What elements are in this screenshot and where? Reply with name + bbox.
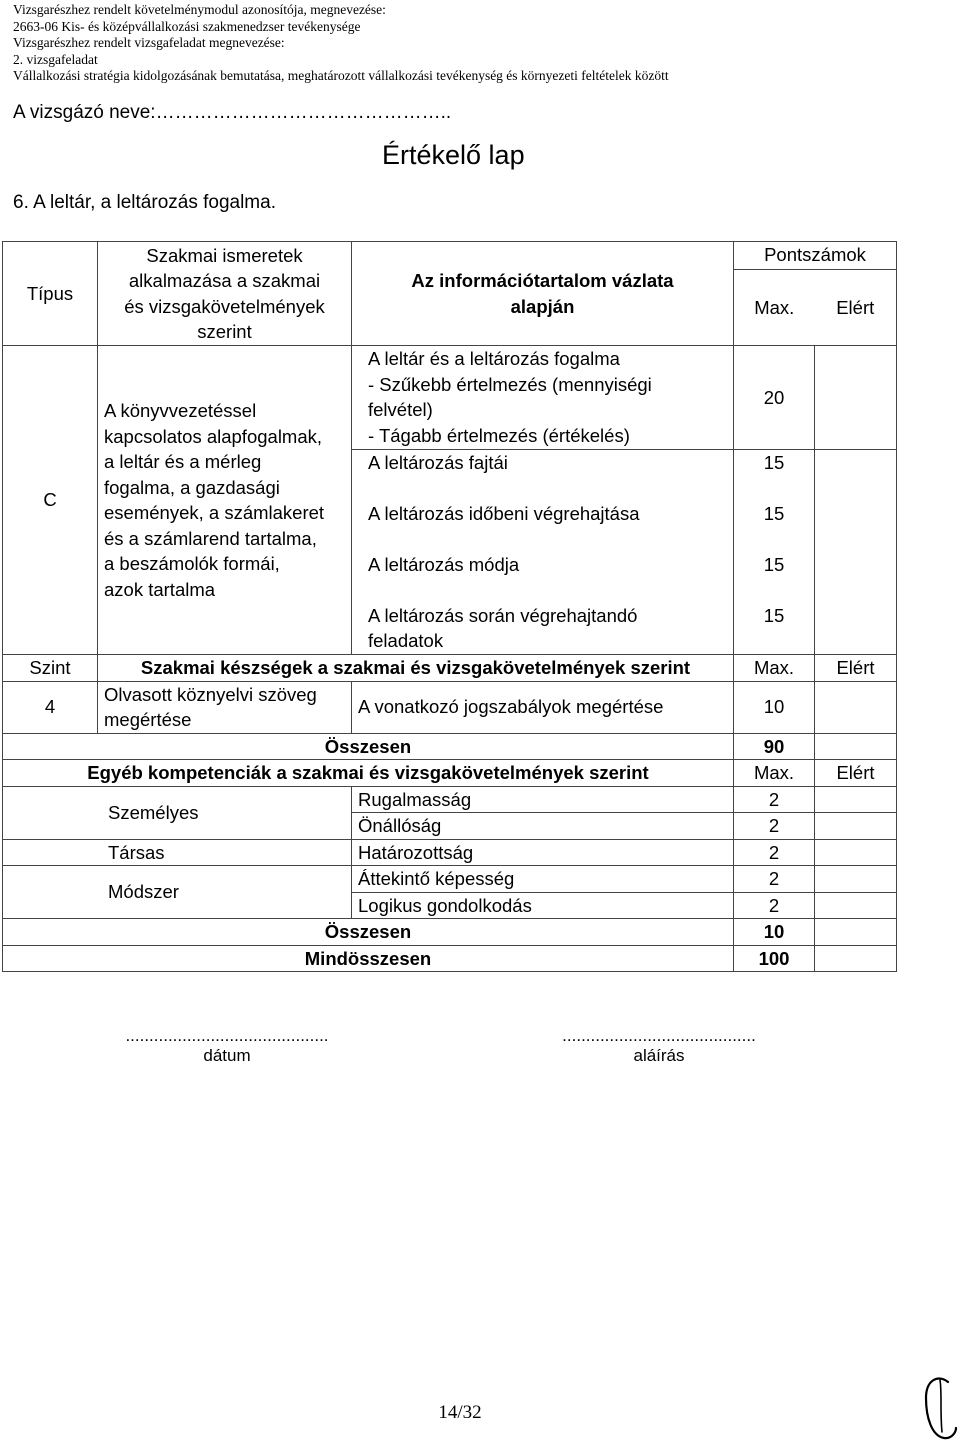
skills-header: Szakmai készségek a szakmai és vizsgakövetelmények szerint	[98, 655, 734, 682]
skill-name: Olvasott köznyelvi szöveg megértése	[98, 681, 352, 733]
competency-achieved[interactable]	[815, 892, 897, 919]
competency-max: 2	[734, 786, 815, 813]
date-signature	[92, 1026, 362, 1066]
total-label: Összesen	[3, 733, 734, 760]
candidate-name-field: A vizsgázó neve:………………………………………..	[13, 102, 452, 123]
total-max: 90	[734, 733, 815, 760]
skill-achieved[interactable]	[815, 681, 897, 733]
page-number: 14/32	[438, 1402, 482, 1423]
competency-achieved[interactable]	[815, 839, 897, 866]
max-points: 15	[734, 501, 815, 552]
achieved-header: Elért	[836, 296, 875, 318]
max-points: 15	[734, 450, 815, 501]
info-row: A leltár és a leltározás fogalma - Szűkebb értelmezés (mennyiségi felvétel) - Tágabb értelmezés (értékelés)	[352, 346, 734, 450]
total-max: 10	[734, 919, 815, 946]
skill-level: 4	[3, 681, 98, 733]
max-points: 15	[734, 603, 815, 655]
other-max-header: Max.	[734, 760, 815, 787]
competency-achieved[interactable]	[815, 866, 897, 893]
header-line: 2. vizsgafeladat	[13, 51, 98, 67]
competency-achieved[interactable]	[815, 813, 897, 840]
achieved-points[interactable]	[815, 552, 897, 603]
type-cell: C	[3, 346, 98, 655]
competency-name: Áttekintő képesség	[352, 866, 734, 893]
achieved-points[interactable]	[815, 501, 897, 552]
date-label: dátum	[203, 1046, 251, 1065]
col-header-points	[734, 242, 897, 346]
total-label: Összesen	[3, 919, 734, 946]
total-achieved[interactable]	[815, 919, 897, 946]
col-header-knowledge: Szakmai ismeretek alkalmazása a szakmai és vizsgakövetelmények szerint	[98, 242, 352, 346]
competency-group: Személyes	[3, 786, 352, 839]
other-competencies-header: Egyéb kompetenciák a szakmai és vizsgakövetelmények szerint	[3, 760, 734, 787]
achieved-points[interactable]	[815, 603, 897, 655]
header-line: Vizsgarészhez rendelt követelménymodul azonosítója, megnevezése:	[13, 2, 386, 17]
document-header	[13, 2, 669, 85]
info-row: A leltározás időbeni végrehajtása	[352, 501, 734, 552]
col-header-type: Típus	[3, 242, 98, 346]
grand-total-achieved[interactable]	[815, 945, 897, 972]
achieved-points[interactable]	[815, 346, 897, 450]
col-header-info: Az információtartalom vázlata alapján	[352, 242, 734, 346]
competency-max: 2	[734, 892, 815, 919]
signature-block	[524, 1026, 794, 1066]
grand-total-label: Mindösszesen	[3, 945, 734, 972]
competency-name: Önállóság	[352, 813, 734, 840]
competency-group: Módszer	[3, 866, 352, 919]
signature-dots[interactable]: .........................................	[562, 1026, 756, 1045]
grand-total-max: 100	[734, 945, 815, 972]
skills-achieved-header: Elért	[815, 655, 897, 682]
page-title: Értékelő lap	[382, 140, 525, 170]
info-row: A leltározás fajtái	[352, 450, 734, 501]
other-achieved-header: Elért	[815, 760, 897, 787]
handwritten-initial-icon	[918, 1372, 958, 1444]
competency-name: Határozottság	[352, 839, 734, 866]
total-achieved[interactable]	[815, 733, 897, 760]
skills-max-header: Max.	[734, 655, 815, 682]
competency-achieved[interactable]	[815, 786, 897, 813]
competency-group: Társas	[3, 839, 352, 866]
date-dots[interactable]: ...........................................	[125, 1026, 329, 1045]
competency-max: 2	[734, 813, 815, 840]
points-header: Pontszámok	[734, 242, 896, 270]
header-line: Vállalkozási stratégia kidolgozásának bemutatása, meghatározott vállalkozási tevékenység és környezeti feltételek között	[13, 68, 669, 84]
section-title: 6. A leltár, a leltározás fogalma.	[13, 192, 276, 213]
achieved-points[interactable]	[815, 450, 897, 501]
level-header: Szint	[3, 655, 98, 682]
header-line: 2663-06 Kis- és középvállalkozási szakmenedzser tevékenysége	[13, 18, 361, 34]
signature-label: aláírás	[633, 1046, 685, 1065]
max-points: 20	[734, 346, 815, 450]
max-points: 15	[734, 552, 815, 603]
competency-max: 2	[734, 866, 815, 893]
info-row: A leltározás során végrehajtandó feladatok	[352, 603, 734, 655]
max-header: Max.	[754, 296, 795, 318]
competency-max: 2	[734, 839, 815, 866]
knowledge-cell: A könyvvezetéssel kapcsolatos alapfogalmak, a leltár és a mérleg fogalma, a gazdasági események, a számlakeret és a számlarend tartalma, a beszámolók formái, azok tartalma	[98, 346, 352, 655]
evaluation-table	[2, 241, 897, 972]
skill-max: 10	[734, 681, 815, 733]
header-line: Vizsgarészhez rendelt vizsgafeladat megnevezése:	[13, 35, 285, 51]
skill-description: A vonatkozó jogszabályok megértése	[352, 681, 734, 733]
competency-name: Logikus gondolkodás	[352, 892, 734, 919]
competency-name: Rugalmasság	[352, 786, 734, 813]
info-row: A leltározás módja	[352, 552, 734, 603]
